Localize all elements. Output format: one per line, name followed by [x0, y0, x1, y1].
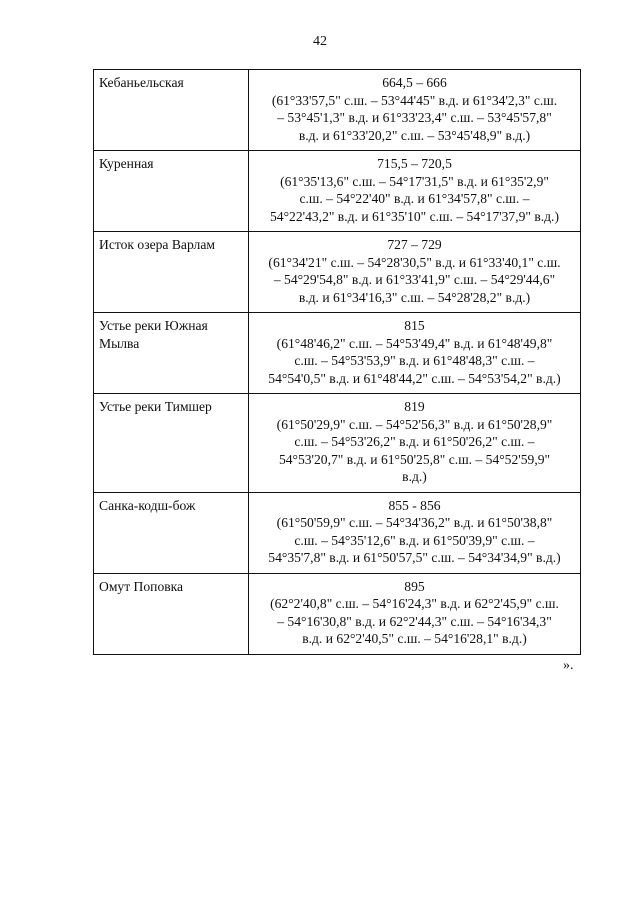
table-row	[94, 232, 581, 313]
coordinates-cell	[249, 573, 581, 654]
table-row	[94, 573, 581, 654]
location-name: Устье реки Тимшер	[94, 394, 249, 493]
distance-range: 895	[404, 578, 425, 594]
coordinates-cell	[249, 70, 581, 151]
coordinates-line: (61°33'57,5" с.ш. – 53°44'45" в.д. и 61°34'2,3" с.ш.	[271, 92, 558, 108]
coordinates-cell	[249, 394, 581, 493]
coordinates-line: с.ш. – 54°53'26,2" в.д. и 61°50'26,2" с.ш. –	[294, 434, 535, 449]
location-name: Омут Поповка	[94, 573, 249, 654]
table-row	[94, 313, 581, 394]
coordinates-line: в.д. и 61°34'16,3" с.ш. – 54°28'28,2" в.д.)	[298, 289, 531, 305]
distance-range: 819	[404, 399, 425, 414]
coordinates-line: в.д. и 62°2'40,5" с.ш. – 54°16'28,1" в.д.)	[302, 631, 527, 646]
closing-quote: ».	[563, 658, 574, 673]
coordinates-line: 54°22'43,2" в.д. и 61°35'10" с.ш. – 54°17'37,9" в.д.)	[270, 208, 559, 224]
coordinates-line: – 54°16'30,8" в.д. и 62°2'44,3" с.ш. – 54°16'34,3"	[277, 613, 552, 629]
distance-range: 815	[404, 318, 425, 333]
coordinates-cell	[249, 492, 581, 573]
location-name: Санка-кодш-бож	[94, 492, 249, 573]
coordinates-line: 54°53'20,7" в.д. и 61°50'25,8" с.ш. – 54°52'59,9"	[278, 451, 551, 467]
coordinates-line: в.д.)	[402, 469, 427, 484]
coordinates-line: 54°54'0,5" в.д. и 61°48'44,2" с.ш. – 54°53'54,2" в.д.)	[268, 370, 561, 386]
location-name: Исток озера Варлам	[94, 232, 249, 313]
coordinates-line: – 54°29'54,8" в.д. и 61°33'41,9" с.ш. – 54°29'44,6"	[273, 272, 556, 287]
coordinates-line: с.ш. – 54°22'40" в.д. и 61°34'57,8" с.ш. –	[299, 191, 530, 206]
coordinates-line: (61°50'59,9" с.ш. – 54°34'36,2" в.д. и 61°50'38,8"	[276, 515, 553, 530]
coordinates-line: (61°48'46,2" с.ш. – 54°53'49,4" в.д. и 61°48'49,8"	[276, 335, 553, 351]
location-name: Устье реки Южная Мылва	[94, 313, 249, 394]
distance-range: 664,5 – 666	[382, 75, 447, 90]
distance-range: 715,5 – 720,5	[377, 156, 452, 171]
table-row	[94, 394, 581, 493]
distance-range: 727 – 729	[387, 237, 442, 252]
table-row	[94, 151, 581, 232]
coordinates-cell	[249, 151, 581, 232]
coordinates-cell	[249, 232, 581, 313]
coordinates-line: (61°35'13,6" с.ш. – 54°17'31,5" в.д. и 61°35'2,9"	[280, 173, 549, 189]
location-name: Куренная	[94, 151, 249, 232]
table-row	[94, 492, 581, 573]
coordinates-line: с.ш. – 54°53'53,9" в.д. и 61°48'48,3" с.ш. –	[294, 353, 535, 368]
coordinates-line: с.ш. – 54°35'12,6" в.д. и 61°50'39,9" с.ш. –	[294, 532, 535, 548]
coordinates-line: (62°2'40,8" с.ш. – 54°16'24,3" в.д. и 62°2'45,9" с.ш.	[270, 596, 559, 611]
location-name: Кебаньельская	[94, 70, 249, 151]
table-row	[94, 70, 581, 151]
page-number: 42	[313, 34, 327, 49]
coordinates-line: в.д. и 61°33'20,2" с.ш. – 53°45'48,9" в.д.)	[298, 127, 531, 143]
coordinates-line: 54°35'7,8" в.д. и 61°50'57,5" с.ш. – 54°34'34,9" в.д.)	[268, 550, 561, 565]
coordinates-table	[93, 69, 581, 655]
coordinates-line: – 53°45'1,3" в.д. и 61°33'23,4" с.ш. – 53°45'57,8"	[277, 110, 552, 125]
distance-range: 855 - 856	[388, 497, 441, 513]
coordinates-line: (61°50'29,9" с.ш. – 54°52'56,3" в.д. и 61°50'28,9"	[276, 416, 553, 432]
coordinates-line: (61°34'21" с.ш. – 54°28'30,5" в.д. и 61°33'40,1" с.ш.	[268, 254, 561, 270]
coordinates-cell	[249, 313, 581, 394]
